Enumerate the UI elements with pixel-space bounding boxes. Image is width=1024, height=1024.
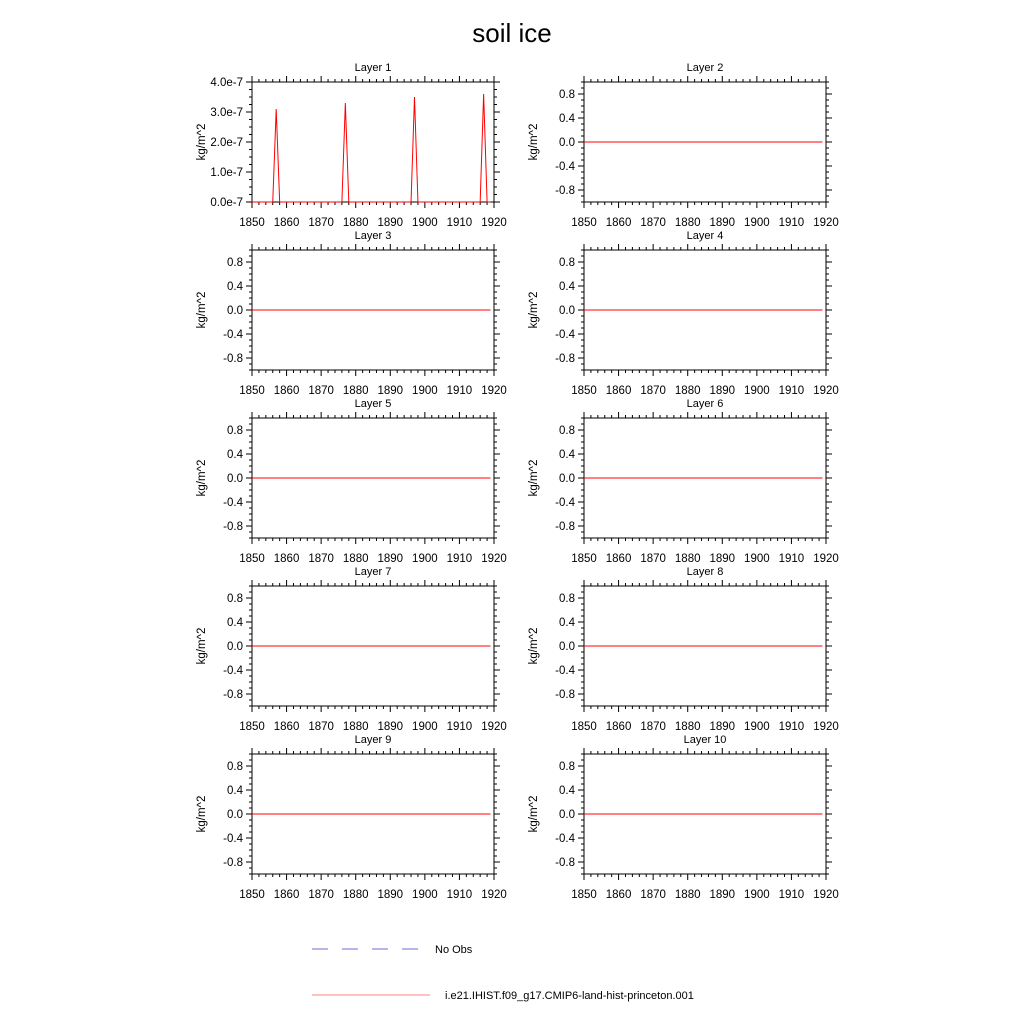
x-tick-label: 1920 [813, 385, 839, 397]
y-tick-label: -0.4 [555, 665, 575, 677]
x-tick-label: 1870 [640, 553, 666, 565]
x-tick-label: 1860 [273, 385, 300, 397]
x-tick-label: 1850 [571, 385, 597, 397]
panel-layer-9 [196, 734, 507, 901]
y-tick-label: 0.0 [227, 809, 243, 821]
y-tick-label: 0.4 [559, 113, 575, 125]
x-tick-label: 1910 [778, 385, 805, 397]
x-tick-label: 1870 [308, 385, 334, 397]
y-tick-label: -0.8 [223, 857, 243, 869]
y-tick-label: 0.8 [227, 761, 243, 773]
x-tick-label: 1900 [744, 553, 770, 565]
x-tick-label: 1910 [778, 721, 805, 733]
x-tick-label: 1910 [778, 553, 805, 565]
x-tick-label: 1880 [342, 721, 369, 733]
x-tick-label: 1900 [412, 553, 438, 565]
x-tick-label: 1880 [342, 385, 369, 397]
y-tick-label: 0.0 [227, 305, 243, 317]
x-tick-label: 1890 [377, 553, 404, 565]
x-tick-label: 1870 [640, 385, 666, 397]
y-tick-label: -0.8 [555, 521, 575, 533]
x-tick-label: 1920 [813, 721, 839, 733]
y-axis-label: kg/m^2 [196, 459, 208, 497]
x-tick-label: 1860 [273, 889, 300, 901]
y-tick-label: -0.8 [555, 857, 575, 869]
x-tick-label: 1900 [412, 721, 438, 733]
y-tick-label: 0.0 [227, 641, 243, 653]
x-tick-label: 1880 [674, 217, 701, 229]
x-tick-label: 1880 [342, 889, 369, 901]
panel-layer-7 [196, 566, 507, 733]
y-tick-label: 0.0 [559, 305, 575, 317]
panel-title: Layer 6 [686, 398, 724, 410]
x-tick-label: 1920 [813, 217, 839, 229]
x-tick-label: 1870 [640, 721, 666, 733]
x-tick-label: 1900 [744, 889, 770, 901]
y-tick-label: 0.8 [227, 593, 243, 605]
y-tick-label: 0.4 [227, 785, 243, 797]
x-tick-label: 1870 [308, 217, 334, 229]
x-tick-label: 1860 [273, 553, 300, 565]
y-tick-label: 2.0e-7 [210, 137, 243, 149]
x-tick-label: 1920 [481, 217, 507, 229]
x-tick-label: 1850 [239, 385, 265, 397]
x-tick-label: 1850 [239, 217, 265, 229]
y-axis-label: kg/m^2 [196, 123, 208, 161]
y-tick-label: 0.8 [559, 593, 575, 605]
x-tick-label: 1920 [813, 553, 839, 565]
panel-layer-4 [528, 230, 839, 397]
y-tick-label: 0.4 [227, 449, 243, 461]
x-tick-label: 1890 [377, 385, 404, 397]
x-tick-label: 1870 [640, 217, 666, 229]
x-tick-label: 1900 [744, 721, 770, 733]
y-tick-label: -0.8 [223, 521, 243, 533]
panel-layer-2 [528, 62, 839, 229]
y-tick-label: 0.8 [559, 89, 575, 101]
y-tick-label: -0.8 [555, 353, 575, 365]
panel-title: Layer 4 [686, 230, 724, 242]
panel-layer-6 [528, 398, 839, 565]
panel-title: Layer 8 [686, 566, 724, 578]
y-tick-label: 0.0 [559, 137, 575, 149]
y-tick-label: 0.0e-7 [210, 197, 243, 209]
x-tick-label: 1910 [778, 217, 805, 229]
y-tick-label: 0.8 [559, 761, 575, 773]
x-tick-label: 1900 [744, 385, 770, 397]
panel-layer-10 [528, 734, 839, 901]
panel-title: Layer 5 [354, 398, 392, 410]
x-tick-label: 1870 [308, 553, 334, 565]
panel-layer-8 [528, 566, 839, 733]
panel-grid [196, 62, 839, 901]
x-tick-label: 1890 [377, 217, 404, 229]
legend [312, 944, 694, 1002]
x-tick-label: 1850 [571, 889, 597, 901]
x-tick-label: 1910 [446, 217, 473, 229]
x-tick-label: 1890 [377, 721, 404, 733]
panel-title: Layer 2 [686, 62, 724, 74]
y-tick-label: 0.4 [227, 617, 243, 629]
plot-frame [252, 82, 494, 202]
x-tick-label: 1900 [412, 385, 438, 397]
legend-label-2: i.e21.IHIST.f09_g17.CMIP6-land-hist-princeton.001 [445, 990, 694, 1002]
y-tick-label: -0.4 [555, 329, 575, 341]
y-tick-label: 0.0 [559, 641, 575, 653]
y-tick-label: -0.8 [223, 689, 243, 701]
y-tick-label: -0.4 [555, 833, 575, 845]
x-tick-label: 1920 [481, 889, 507, 901]
y-axis-label: kg/m^2 [528, 291, 540, 329]
series-line [252, 94, 491, 202]
y-axis-label: kg/m^2 [528, 795, 540, 833]
x-tick-label: 1910 [778, 889, 805, 901]
y-tick-label: -0.8 [223, 353, 243, 365]
x-tick-label: 1870 [640, 889, 666, 901]
y-tick-label: -0.8 [555, 689, 575, 701]
x-tick-label: 1920 [813, 889, 839, 901]
panel-layer-1 [196, 62, 507, 229]
y-axis-label: kg/m^2 [196, 291, 208, 329]
y-axis-label: kg/m^2 [528, 627, 540, 665]
y-tick-label: -0.4 [223, 329, 243, 341]
panel-title: Layer 3 [354, 230, 392, 242]
x-tick-label: 1920 [481, 553, 507, 565]
x-tick-label: 1900 [744, 217, 770, 229]
x-tick-label: 1890 [709, 889, 736, 901]
y-tick-label: -0.4 [223, 497, 243, 509]
y-tick-label: -0.4 [555, 497, 575, 509]
y-tick-label: 3.0e-7 [210, 107, 243, 119]
figure-title: soil ice [472, 18, 552, 48]
panel-title: Layer 10 [683, 734, 727, 746]
panel-layer-3 [196, 230, 507, 397]
y-tick-label: 0.8 [227, 257, 243, 269]
x-tick-label: 1900 [412, 889, 438, 901]
x-tick-label: 1860 [605, 217, 632, 229]
y-axis-label: kg/m^2 [196, 795, 208, 833]
y-tick-label: 0.4 [559, 281, 575, 293]
y-tick-label: 0.0 [559, 473, 575, 485]
x-tick-label: 1880 [674, 889, 701, 901]
y-tick-label: -0.4 [555, 161, 575, 173]
y-tick-label: 0.0 [227, 473, 243, 485]
y-tick-label: 4.0e-7 [210, 77, 243, 89]
x-tick-label: 1850 [571, 553, 597, 565]
x-tick-label: 1920 [481, 721, 507, 733]
y-tick-label: -0.8 [555, 185, 575, 197]
y-tick-label: 0.8 [559, 257, 575, 269]
x-tick-label: 1870 [308, 721, 334, 733]
x-tick-label: 1880 [674, 385, 701, 397]
x-tick-label: 1850 [239, 721, 265, 733]
x-tick-label: 1850 [239, 553, 265, 565]
x-tick-label: 1910 [446, 385, 473, 397]
x-tick-label: 1870 [308, 889, 334, 901]
x-tick-label: 1860 [605, 721, 632, 733]
y-tick-label: 0.4 [227, 281, 243, 293]
legend-label-1: No Obs [435, 944, 473, 956]
y-tick-label: 0.0 [559, 809, 575, 821]
y-tick-label: 0.8 [227, 425, 243, 437]
x-tick-label: 1880 [342, 217, 369, 229]
x-tick-label: 1860 [273, 217, 300, 229]
x-tick-label: 1890 [709, 217, 736, 229]
x-tick-label: 1910 [446, 553, 473, 565]
x-tick-label: 1890 [709, 553, 736, 565]
panel-title: Layer 1 [354, 62, 392, 74]
x-tick-label: 1850 [571, 721, 597, 733]
panel-title: Layer 9 [354, 734, 392, 746]
panel-layer-5 [196, 398, 507, 565]
x-tick-label: 1860 [605, 889, 632, 901]
x-tick-label: 1880 [342, 553, 369, 565]
x-tick-label: 1910 [446, 721, 473, 733]
y-tick-label: -0.4 [223, 665, 243, 677]
x-tick-label: 1850 [239, 889, 265, 901]
x-tick-label: 1860 [605, 385, 632, 397]
x-tick-label: 1860 [273, 721, 300, 733]
y-tick-label: 0.8 [559, 425, 575, 437]
x-tick-label: 1890 [709, 385, 736, 397]
x-tick-label: 1880 [674, 553, 701, 565]
panel-title: Layer 7 [354, 566, 392, 578]
y-tick-label: 0.4 [559, 785, 575, 797]
x-tick-label: 1890 [377, 889, 404, 901]
y-tick-label: 1.0e-7 [210, 167, 243, 179]
x-tick-label: 1900 [412, 217, 438, 229]
x-tick-label: 1880 [674, 721, 701, 733]
x-tick-label: 1910 [446, 889, 473, 901]
x-tick-label: 1920 [481, 385, 507, 397]
y-tick-label: 0.4 [559, 617, 575, 629]
y-axis-label: kg/m^2 [528, 123, 540, 161]
y-axis-label: kg/m^2 [528, 459, 540, 497]
y-tick-label: 0.4 [559, 449, 575, 461]
x-tick-label: 1860 [605, 553, 632, 565]
y-tick-label: -0.4 [223, 833, 243, 845]
x-tick-label: 1850 [571, 217, 597, 229]
x-tick-label: 1890 [709, 721, 736, 733]
y-axis-label: kg/m^2 [196, 627, 208, 665]
